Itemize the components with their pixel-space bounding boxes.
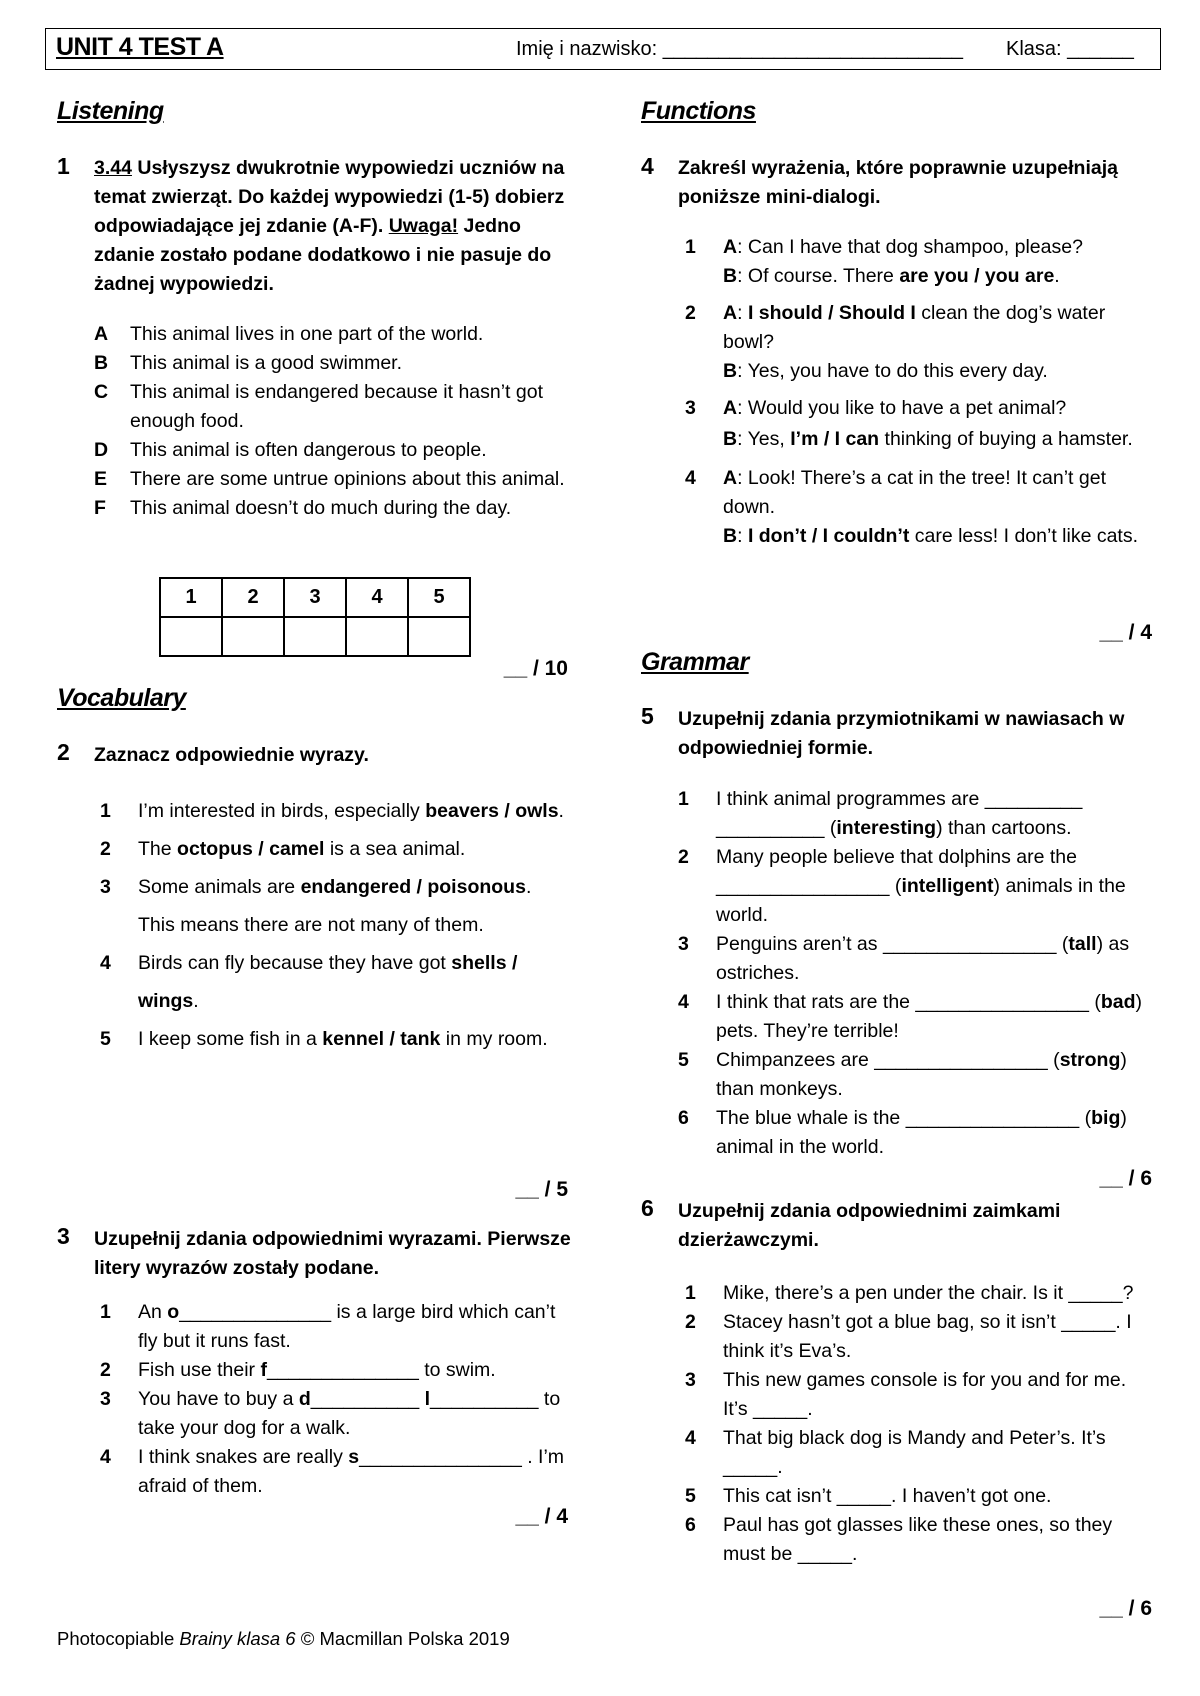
text-run: ) than monkeys. xyxy=(716,1049,1127,1100)
answer-cell[interactable] xyxy=(346,617,408,656)
task-instruction: Uzupełnij zdania odpowiednimi zaimkami dzierżawczymi. xyxy=(678,1200,1061,1251)
list-item: 2 Stacey hasn’t got a blue bag, so it isn’t _____. I think it’s Eva’s. xyxy=(685,1308,1155,1366)
text-run: ) animals in the world. xyxy=(716,875,1126,926)
task-instruction: Zaznacz odpowiednie wyrazy. xyxy=(94,744,369,766)
text-run: ) animal in the world. xyxy=(716,1107,1127,1158)
list-item: 5 This cat isn’t _____. I haven’t got one. xyxy=(685,1482,1155,1511)
answer-cell[interactable] xyxy=(284,617,346,656)
track-number: 3.44 xyxy=(94,157,132,179)
item-text xyxy=(723,1511,1155,1569)
option-item: E There are some untrue opinions about this animal. xyxy=(94,468,565,490)
item-text xyxy=(138,792,564,830)
score-field: __ / 10 xyxy=(503,657,568,680)
list-item: 3 Some animals are endangered / poisonous. This means there are not many of them. xyxy=(100,868,570,944)
bold-text: octopus / camel xyxy=(177,838,325,860)
listening-heading: Listening xyxy=(57,97,164,125)
list-item: 4 Birds can fly because they have got shells / wings. xyxy=(100,944,570,1020)
text-run: ) pets. They’re terrible! xyxy=(716,991,1143,1042)
text-run: You have to buy a xyxy=(138,1388,299,1410)
item-text xyxy=(723,1366,1155,1424)
text-run: Fish use their xyxy=(138,1359,261,1381)
text-run: clean the dog’s water bowl? xyxy=(723,302,1106,353)
text-run: is a sea animal. xyxy=(324,838,466,860)
item-list xyxy=(685,1279,1155,1569)
bold-text: A xyxy=(723,467,738,489)
dialogue-list xyxy=(685,233,1155,551)
answer-header: 5 xyxy=(408,578,470,617)
text-run: : Of course. There xyxy=(737,265,900,287)
item-list xyxy=(100,1298,570,1501)
list-item: 3 You have to buy a d__________ l__________ to take your dog for a walk. xyxy=(100,1385,570,1443)
score-field: __ / 5 xyxy=(515,1178,568,1201)
test-title: UNIT 4 TEST A xyxy=(56,33,224,61)
text-run: That big black dog is Mandy and Peter’s. It’s _____. xyxy=(723,1427,1106,1478)
bold-text: big xyxy=(1091,1107,1121,1129)
bold-text: I should / Should I xyxy=(747,302,916,324)
score-field: __ / 4 xyxy=(1099,621,1152,644)
warning-label: Uwaga! xyxy=(388,215,459,237)
text-run: Chimpanzees are ________________ ( xyxy=(716,1049,1060,1071)
bold-text: B xyxy=(723,360,738,382)
answer-cell[interactable] xyxy=(222,617,284,656)
task-instruction: 3.44 Usłyszysz dwukrotnie wypowiedzi uczniów na temat zwierząt. Do każdej wypowiedzi (1-5) dobierz odpowiadające jej zdanie (A-F). Uwaga! Jedno zdanie zostało podane dodatkowo i nie pasuje do żadnej wypowiedzi. xyxy=(94,157,565,295)
text-run: : Can I have that dog shampoo, please? xyxy=(737,236,1083,258)
task-instruction: Uzupełnij zdania odpowiednimi wyrazami. Pierwsze litery wyrazów zostały podane. xyxy=(94,1228,571,1279)
functions-heading: Functions xyxy=(641,97,756,125)
list-item: 1 I think animal programmes are _________ __________ (interesting) than cartoons. xyxy=(678,785,1160,843)
text-run: ______________ is a large bird which can’t fly but it runs fast. xyxy=(138,1301,556,1352)
item-text xyxy=(716,843,1160,930)
text-run: Many people believe that dolphins are the ________________ ( xyxy=(716,846,1077,897)
answer-header: 2 xyxy=(222,578,284,617)
text-run: I’m interested in birds, especially xyxy=(138,800,426,822)
bold-text: A xyxy=(723,397,738,419)
dialogue-line xyxy=(723,262,1083,291)
text-run: in my room. xyxy=(440,1028,548,1050)
bold-text: strong xyxy=(1059,1049,1121,1071)
bold-text: interesting xyxy=(836,817,937,839)
text-run: thinking of buying a hamster. xyxy=(879,428,1133,450)
dialogue-line xyxy=(723,233,1083,262)
text-run: I keep some fish in a xyxy=(138,1028,323,1050)
option-item: D This animal is often dangerous to people. xyxy=(94,439,487,461)
item-text xyxy=(138,1443,570,1501)
text-run: I think that rats are the ________________ ( xyxy=(716,991,1101,1013)
text-run: I think animal programmes are _________ __________ ( xyxy=(716,788,1083,839)
class-field: Klasa: ______ xyxy=(1006,38,1134,60)
answer-cell[interactable] xyxy=(160,617,222,656)
bold-text: bad xyxy=(1100,991,1136,1013)
dialogue-item: 2 A: I should / Should I clean the dog’s water bowl? B: Yes, you have to do this every day. xyxy=(685,299,1155,386)
list-item: 2 Many people believe that dolphins are the ________________ (intelligent) animals in the world. xyxy=(678,843,1160,930)
item-text xyxy=(716,1104,1160,1162)
list-item: 2 The octopus / camel is a sea animal. xyxy=(100,830,570,868)
list-item: 5 Chimpanzees are ________________ (strong) than monkeys. xyxy=(678,1046,1160,1104)
option-list xyxy=(94,320,574,523)
bold-text: o xyxy=(167,1301,180,1323)
item-text xyxy=(138,1298,570,1356)
text-run: __________ to take your dog for a walk. xyxy=(138,1388,561,1439)
item-text xyxy=(723,1424,1155,1482)
item-text xyxy=(716,1046,1160,1104)
text-run: . xyxy=(1054,265,1060,287)
list-item: 4 I think that rats are the ________________ (bad) pets. They’re terrible! xyxy=(678,988,1160,1046)
answer-table xyxy=(159,577,471,657)
list-item: 5 I keep some fish in a kennel / tank in my room. xyxy=(100,1020,570,1058)
text-run: Some animals are xyxy=(138,876,301,898)
text-run: Stacey hasn’t got a blue bag, so it isn’t _____. I think it’s Eva’s. xyxy=(723,1311,1132,1362)
item-text xyxy=(716,785,1160,843)
item-text xyxy=(138,1356,496,1385)
bold-text: s xyxy=(348,1446,360,1468)
item-text xyxy=(723,1279,1133,1308)
list-item: 1 I’m interested in birds, especially beavers / owls. xyxy=(100,792,570,830)
task-number: 5 xyxy=(641,703,654,729)
item-list xyxy=(678,785,1160,1162)
task-instruction: Uzupełnij zdania przymiotnikami w nawiasach w odpowiedniej formie. xyxy=(678,708,1125,759)
score-field: __ / 6 xyxy=(1099,1597,1152,1620)
text-run: . xyxy=(558,800,564,822)
text-run: Birds can fly because they have got xyxy=(138,952,452,974)
list-item: 4 That big black dog is Mandy and Peter’s. It’s _____. xyxy=(685,1424,1155,1482)
list-item: 3 This new games console is for you and for me. It’s _____. xyxy=(685,1366,1155,1424)
score-field: __ / 4 xyxy=(515,1505,568,1528)
bold-text: B xyxy=(723,525,738,547)
bold-text: shells / wings xyxy=(138,952,518,1012)
text-run: __________ xyxy=(310,1388,425,1410)
dialogue-item: 3 A: Would you like to have a pet animal? B: Yes, I’m / I can thinking of buying a hamster. xyxy=(685,394,1155,456)
dialogue-line xyxy=(723,394,1133,423)
task-number: 1 xyxy=(57,153,70,179)
score-field: __ / 6 xyxy=(1099,1167,1152,1190)
dialogue-item: 1 A: Can I have that dog shampoo, please? B: Of course. There are you / you are. xyxy=(685,233,1155,291)
text-run: : Would you like to have a pet animal? xyxy=(737,397,1067,419)
page-footer: Photocopiable Brainy klasa 6 © Macmillan Polska 2019 xyxy=(57,1628,510,1649)
text-run: Penguins aren’t as ________________ ( xyxy=(716,933,1069,955)
task-number: 3 xyxy=(57,1223,70,1249)
text-run: I think snakes are really xyxy=(138,1446,349,1468)
task-number: 2 xyxy=(57,739,70,765)
bold-text: A xyxy=(723,236,738,258)
text-run: . This means there are not many of them. xyxy=(138,876,532,936)
text-run: ) than cartoons. xyxy=(936,817,1072,839)
list-item: 3 Penguins aren’t as ________________ (tall) as ostriches. xyxy=(678,930,1160,988)
dialogue-item: 4 A: Look! There’s a cat in the tree! It can’t get down. B: I don’t / I couldn’t care less! I don’t like cats. xyxy=(685,464,1155,551)
answer-cell[interactable] xyxy=(408,617,470,656)
dialogue-line xyxy=(723,299,1155,357)
list-item: 1 Mike, there’s a pen under the chair. Is it _____? xyxy=(685,1279,1155,1308)
dialogue-line xyxy=(723,423,1133,456)
text-run: Paul has got glasses like these ones, so they must be _____. xyxy=(723,1514,1113,1565)
item-text xyxy=(138,944,570,1020)
bold-text: kennel / tank xyxy=(322,1028,441,1050)
answer-header: 4 xyxy=(346,578,408,617)
text-run: : Yes, xyxy=(737,428,791,450)
item-text xyxy=(723,1308,1155,1366)
bold-text: B xyxy=(723,265,738,287)
text-run: : xyxy=(737,525,748,547)
text-run: The blue whale is the ________________ ( xyxy=(716,1107,1092,1129)
option-item: A This animal lives in one part of the world. xyxy=(94,323,484,345)
task-number: 4 xyxy=(641,153,654,179)
bold-text: B xyxy=(723,428,738,450)
text-run: : Look! There’s a cat in the tree! It can’t get down. xyxy=(723,467,1107,518)
bold-text: l xyxy=(424,1388,431,1410)
text-run: This new games console is for you and for me. It’s _____. xyxy=(723,1369,1127,1420)
option-item: F This animal doesn’t do much during the day. xyxy=(94,497,512,519)
item-text xyxy=(138,1385,570,1443)
list-item: 1 An o______________ is a large bird which can’t fly but it runs fast. xyxy=(100,1298,570,1356)
dialogue-line xyxy=(723,357,1155,386)
vocabulary-heading: Vocabulary xyxy=(57,684,186,712)
text-run: The xyxy=(138,838,178,860)
item-text xyxy=(138,830,465,868)
text-run: care less! I don’t like cats. xyxy=(909,525,1139,547)
item-text xyxy=(138,1020,548,1058)
text-run: ______________ to swim. xyxy=(266,1359,496,1381)
bold-text: I’m / I can xyxy=(790,428,880,450)
item-text xyxy=(716,930,1160,988)
option-item: B This animal is a good swimmer. xyxy=(94,352,403,374)
list-item: 4 I think snakes are really s_______________ . I’m afraid of them. xyxy=(100,1443,570,1501)
option-item: C This animal is endangered because it hasn’t got enough food. xyxy=(94,381,544,432)
text-run: ) as ostriches. xyxy=(716,933,1130,984)
bold-text: tall xyxy=(1068,933,1097,955)
text-run: . xyxy=(193,990,199,1012)
text-run: Mike, there’s a pen under the chair. Is it _____? xyxy=(723,1282,1134,1304)
item-list xyxy=(100,792,570,1058)
item-text xyxy=(723,1482,1051,1511)
dialogue-line xyxy=(723,464,1155,522)
list-item: 6 Paul has got glasses like these ones, so they must be _____. xyxy=(685,1511,1155,1569)
grammar-heading: Grammar xyxy=(641,648,749,676)
text-run: : Yes, you have to do this every day. xyxy=(737,360,1048,382)
name-field: Imię i nazwisko: ___________________________ xyxy=(516,38,964,60)
text-run: _______________ . I’m afraid of them. xyxy=(138,1446,565,1497)
bold-text: beavers / owls xyxy=(425,800,559,822)
dialogue-line xyxy=(723,522,1155,551)
bold-text: intelligent xyxy=(901,875,994,897)
bold-text: endangered / poisonous xyxy=(300,876,526,898)
bold-text: are you / you are xyxy=(899,265,1055,287)
list-item: 6 The blue whale is the ________________ (big) animal in the world. xyxy=(678,1104,1160,1162)
text-run: This cat isn’t _____. I haven’t got one. xyxy=(723,1485,1052,1507)
book-title: Brainy klasa 6 xyxy=(179,1628,296,1649)
bold-text: d xyxy=(298,1388,311,1410)
bold-text: A xyxy=(723,302,738,324)
task-number: 6 xyxy=(641,1195,654,1221)
answer-header: 3 xyxy=(284,578,346,617)
item-text xyxy=(716,988,1160,1046)
item-text xyxy=(138,868,570,944)
test-header xyxy=(45,28,1161,70)
text-run: : xyxy=(737,302,748,324)
answer-header: 1 xyxy=(160,578,222,617)
list-item: 2 Fish use their f______________ to swim. xyxy=(100,1356,570,1385)
task-instruction: Zakreśl wyrażenia, które poprawnie uzupełniają poniższe mini-dialogi. xyxy=(678,157,1118,208)
bold-text: I don’t / I couldn’t xyxy=(747,525,910,547)
bold-text: f xyxy=(260,1359,267,1381)
text-run: An xyxy=(138,1301,168,1323)
